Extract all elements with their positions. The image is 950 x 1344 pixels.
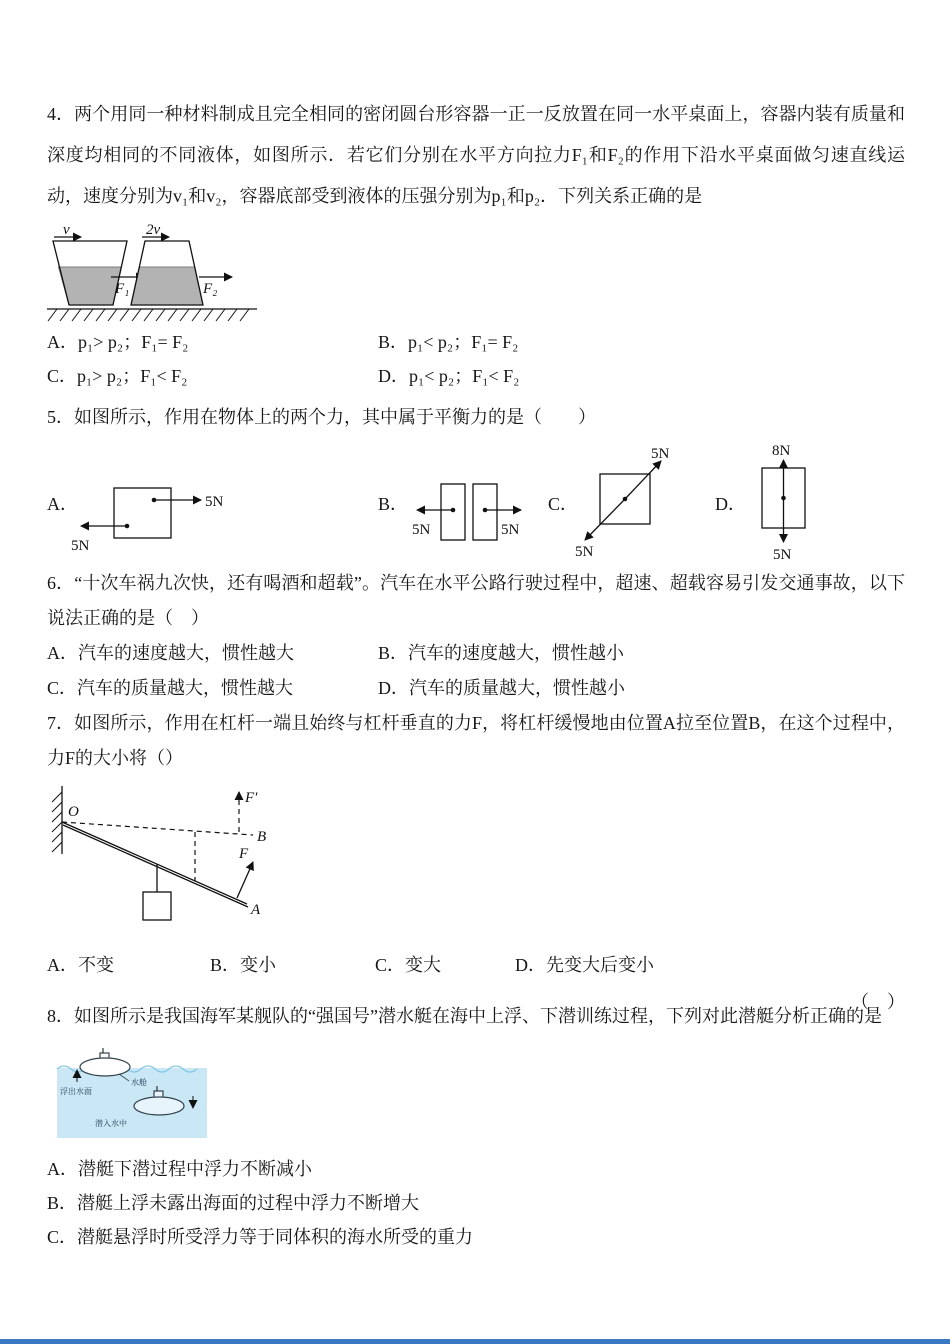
q5-option-a-figure — [69, 478, 241, 556]
q7-position-b-dashed-line — [62, 822, 253, 835]
q4-figure — [47, 222, 905, 325]
q8-options — [47, 1152, 905, 1254]
q6-option-b: B．汽车的速度越大，惯性越小 — [378, 643, 625, 663]
q5c-force-bottom-label: 5N — [575, 544, 594, 560]
q8-sub-surfaced-hull — [80, 1058, 130, 1076]
q7-force-b-label: F′ — [245, 790, 258, 806]
q8-option-c: C．潜艇悬浮时所受浮力等于同体积的海水所受的重力 — [47, 1227, 474, 1247]
q4-options-row-1 — [47, 325, 905, 359]
exam-content — [47, 94, 905, 1254]
q4-ground-hatching — [48, 309, 249, 321]
question-5-stem: 5．如图所示，作用在物体上的两个力，其中属于平衡力的是（ ） — [47, 407, 596, 427]
q7-position-a-label: A — [251, 902, 261, 918]
q8-tank-label: 水舱 — [131, 1078, 147, 1087]
q8-dive-label: 潜入水中 — [95, 1119, 127, 1128]
q7-figure — [47, 780, 905, 948]
q7-position-b-label: B — [257, 829, 267, 845]
q5c-force-arrow-up — [625, 461, 661, 499]
q6-option-a: A．汽车的速度越大，惯性越大 — [47, 643, 294, 663]
q5-figure — [47, 442, 905, 563]
q6-options-row-2 — [47, 671, 905, 706]
q8-option-a: A．潜艇下潜过程中浮力不断减小 — [47, 1159, 312, 1179]
q4-option-d: D．p₁< p₂；F₁< F₂ — [378, 366, 520, 386]
q7-force-arrow — [237, 862, 253, 898]
q7-lever-figure — [47, 780, 307, 948]
question-8-stem — [47, 992, 905, 1034]
q5-figure-label-c: C． — [548, 494, 579, 514]
q7-option-c: C．变大 — [375, 955, 442, 975]
q7-force-label: F — [239, 846, 249, 862]
question-7-stem: 7．如图所示，作用在杠杆一端且始终与杠杆垂直的力F，将杠杆缓慢地由位置A拉至位置B，在这个过程中，力F的大小将（） — [47, 713, 905, 768]
q8-submarine-figure — [57, 1046, 207, 1138]
q8-option-b: B．潜艇上浮未露出海面的过程中浮力不断增大 — [47, 1193, 420, 1213]
q8-answer-bracket: （ ） — [851, 992, 905, 1012]
q4-option-c: C．p₁> p₂；F₁< F₂ — [47, 366, 188, 386]
q7-option-b: B．变小 — [210, 955, 277, 975]
q5c-force-top-label: 5N — [651, 446, 670, 462]
q5a-force-left-label: 5N — [71, 538, 90, 554]
q6-option-d: D．汽车的质量越大，惯性越小 — [378, 678, 625, 698]
q8-surface-label: 浮出水面 — [60, 1087, 92, 1096]
q7-option-a: A．不变 — [47, 955, 114, 975]
question-6-stem: 6．“十次车祸九次快，还有喝酒和超载”。汽车在水平公路行驶过程中，超速、超载容易引发交通事故，以下说法正确的是（ ） — [47, 573, 905, 628]
q4-option-b: B．p₁< p₂；F₁= F₂ — [378, 332, 519, 352]
q5b-force-right-label: 5N — [501, 522, 520, 538]
q5a-block — [114, 488, 171, 538]
q4-options-row-2 — [47, 359, 905, 393]
q6-options-row-1 — [47, 636, 905, 671]
q5-option-b-figure — [409, 478, 534, 556]
q5c-force-arrow-down — [585, 499, 625, 540]
q4-velocity-right-label: 2v — [146, 222, 161, 238]
q4-option-a: A．p₁> p₂；F₁= F₂ — [47, 332, 189, 352]
q6-option-c: C．汽车的质量越大，惯性越大 — [47, 678, 294, 698]
question-4-stem: 4．两个用同一种材料制成且完全相同的密闭圆台形容器一正一反放置在同一水平桌面上，容器内装有质量和深度均相同的不同液体，如图所示．若它们分别在水平方向拉力F₁和F₂的作用下沿水平桌面做匀速直线运动，速度分别为v₁和v₂，容器底部受到液体的压强分别为p₁和p₂．下列关系正确的是 — [47, 104, 905, 206]
q8-stem-text: 8．如图所示是我国海军某舰队的“强国号”潜水艇在海中上浮、下潜训练过程，下列对此潜艇分析正确的是 — [47, 1006, 882, 1026]
q4-containers-figure — [47, 222, 282, 325]
q4-liquid-right — [131, 267, 203, 305]
q8-figure — [47, 1046, 905, 1138]
q4-velocity-left-label: v — [63, 222, 70, 238]
q8-sub-submerged-hull — [134, 1097, 184, 1115]
q5-option-c-figure — [575, 446, 690, 558]
q5-figure-label-d: D． — [715, 494, 746, 514]
q4-force-right-label: F₂ — [203, 281, 218, 297]
q7-options-row — [47, 948, 905, 983]
q7-pivot-label: O — [68, 804, 79, 820]
q5a-force-right-label: 5N — [205, 494, 224, 510]
q5-figure-label-a: A． — [47, 494, 78, 514]
q5b-force-left-label: 5N — [412, 522, 431, 538]
q7-weight-block — [143, 892, 171, 920]
q5d-force-down-label: 5N — [773, 547, 792, 563]
q7-lever-bar-bottom — [63, 825, 248, 907]
q5d-force-up-label: 8N — [772, 443, 791, 459]
q7-wall-hatching — [52, 792, 62, 852]
q4-force-left-label: F₁ — [115, 281, 130, 297]
footer-rule — [0, 1339, 950, 1344]
q5-option-d-figure — [747, 442, 821, 562]
q7-option-d: D．先变大后变小 — [515, 955, 654, 975]
q5-figure-label-b: B． — [378, 494, 409, 514]
